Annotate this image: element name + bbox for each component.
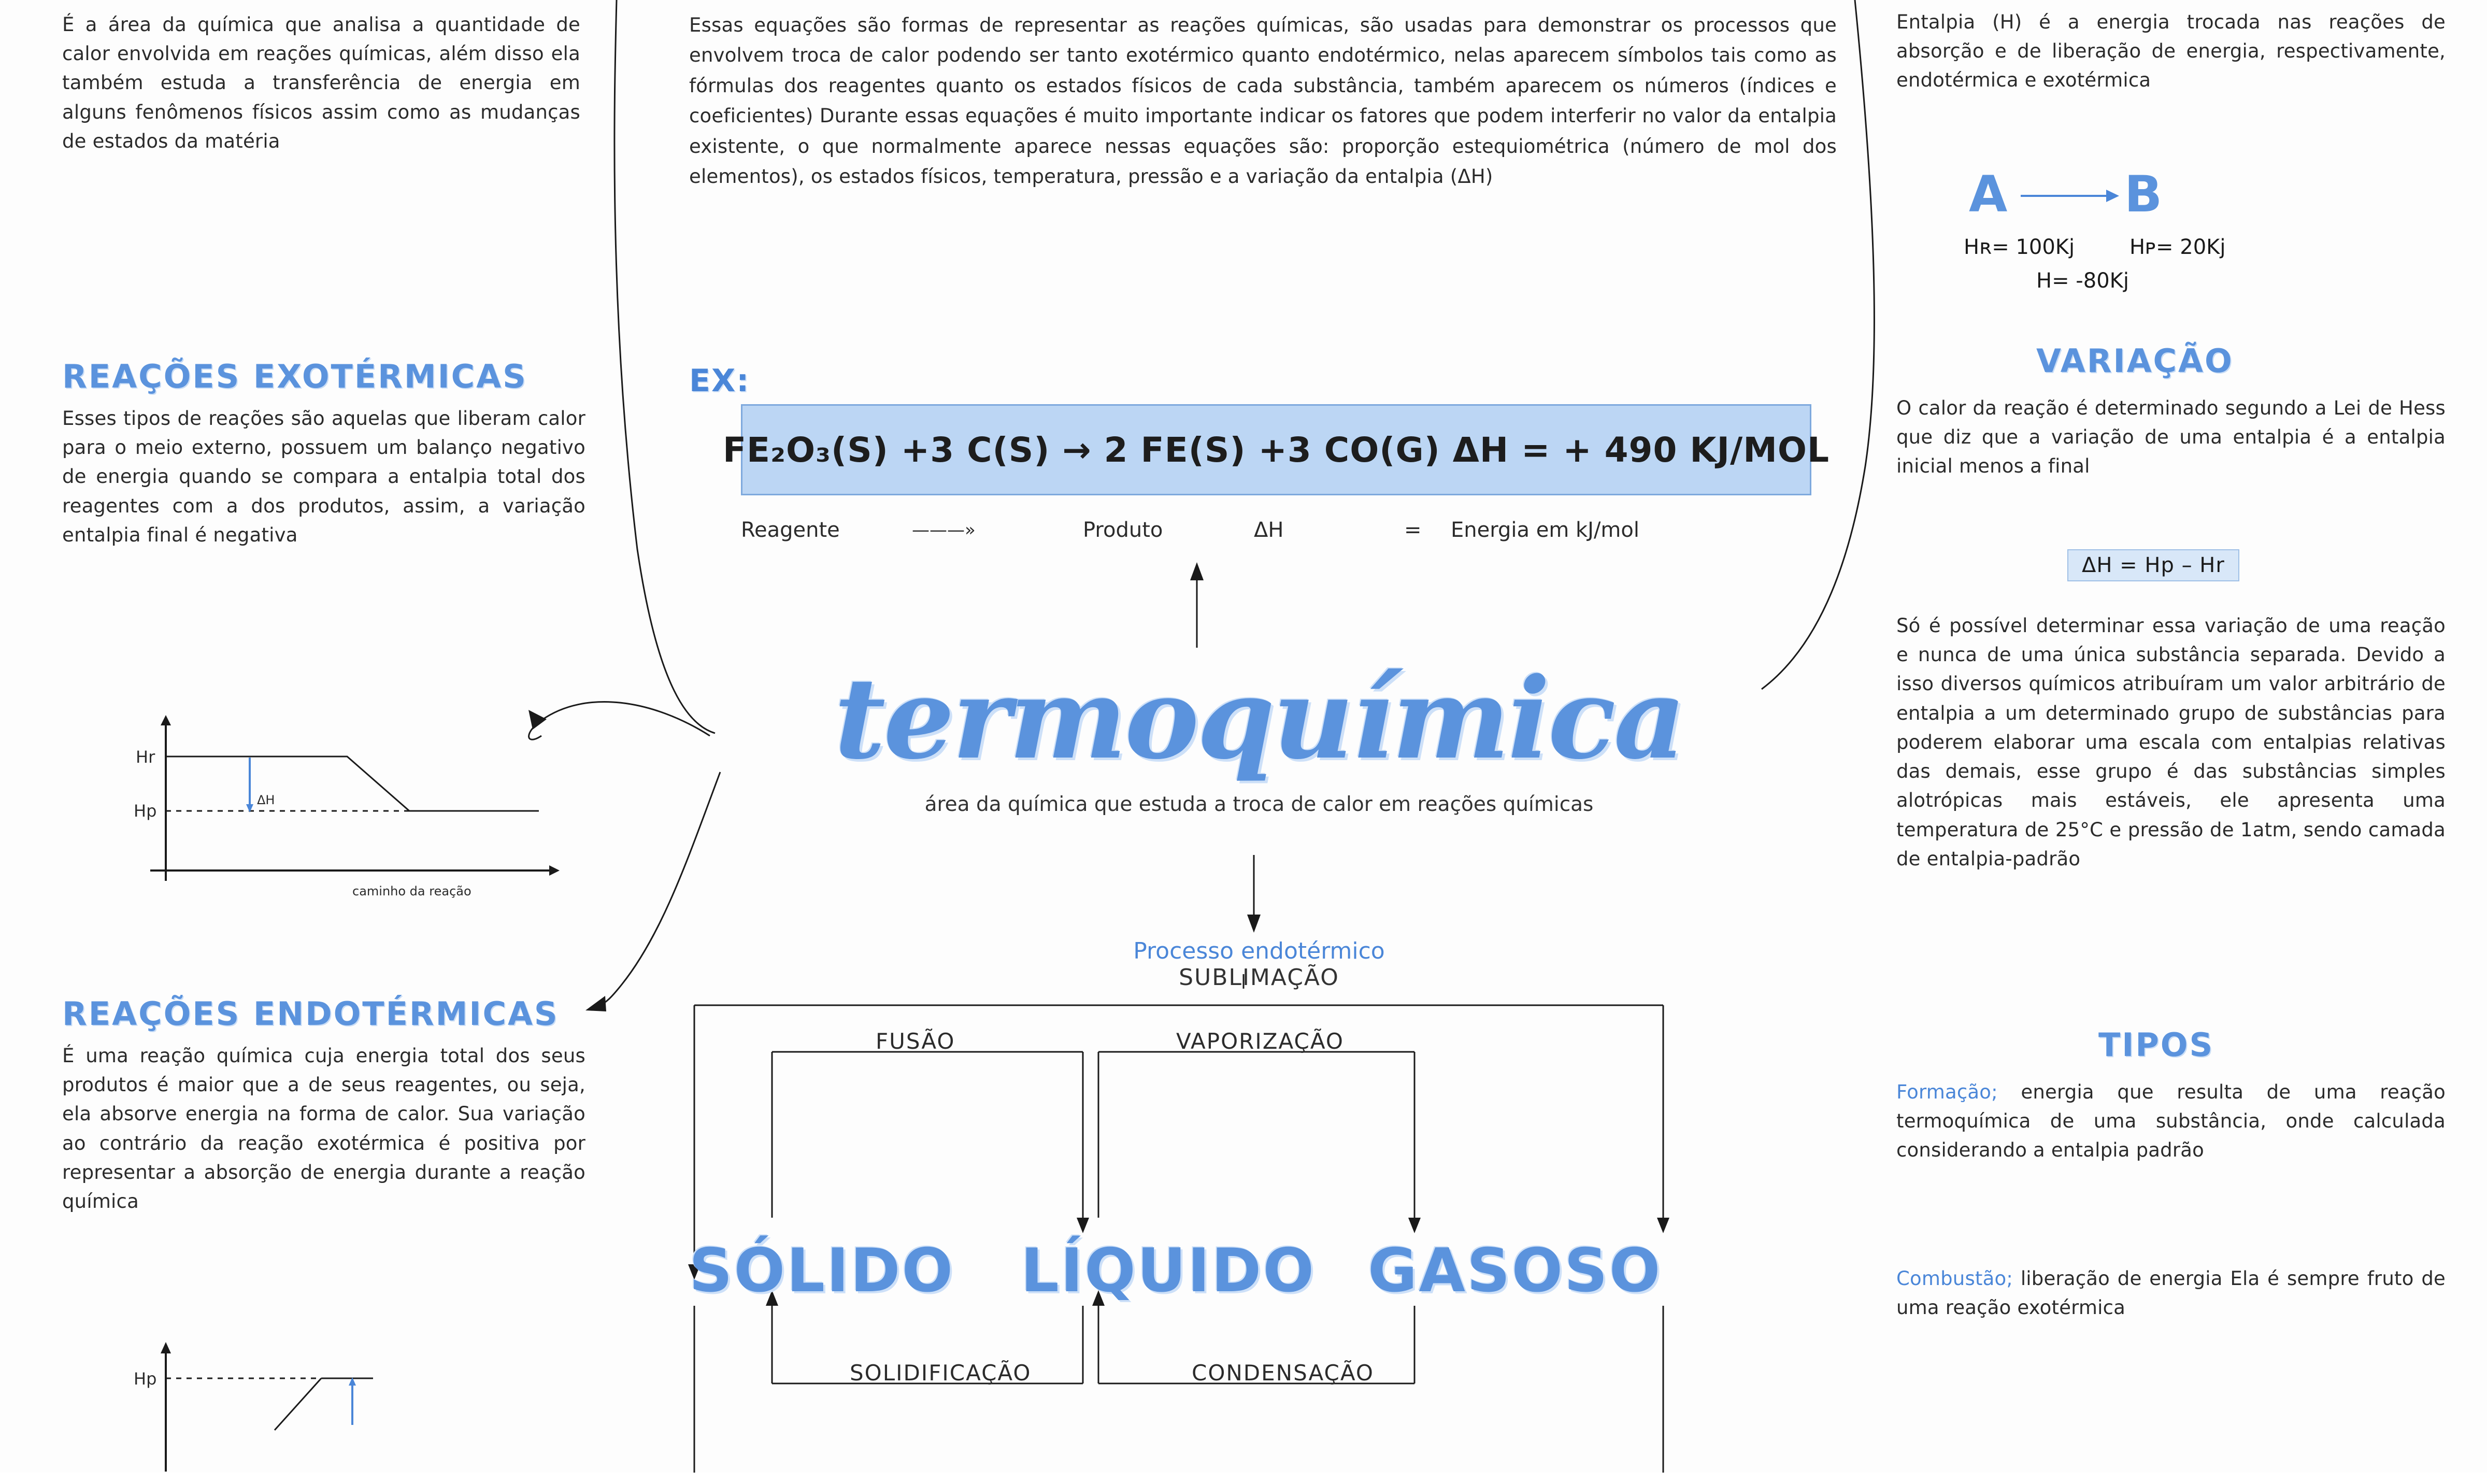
hess-formula: ΔH = Hp – Hr xyxy=(2067,549,2239,581)
sublimacao-label: SUBLIMAÇÃO xyxy=(1179,964,1339,991)
exothermic-paragraph: Esses tipos de reações são aquelas que liberam calor para o meio externo, possuem um balanço negativo de energia quando se compara a entalpia total dos reagentes com a dos produtos, assim, a variação entalpia final é negativa xyxy=(62,407,585,546)
exothermic-chart-svg xyxy=(130,715,585,933)
exothermic-chart xyxy=(130,715,585,933)
vaporizacao-label: VAPORIZAÇÃO xyxy=(1176,1029,1344,1054)
tipo-formacao-text: energia que resulta de uma reação termoquímica de uma substância, onde calculada considerando a entalpia padrão xyxy=(1896,1081,2446,1162)
exo-delta-label: ΔH xyxy=(257,793,275,807)
endothermic-heading: REAÇÕES ENDOTÉRMICAS xyxy=(62,995,559,1033)
endo-hp-label: Hp xyxy=(134,1369,157,1389)
page-title-text: termoquímica xyxy=(834,653,1684,784)
legend-reagente: Reagente xyxy=(741,518,840,542)
equation-box xyxy=(722,404,1830,495)
page-subtitle: área da química que estuda a troca de calor em reações químicas xyxy=(924,793,1594,816)
condensacao-label: CONDENSAÇÃO xyxy=(1192,1360,1374,1386)
endothermic-paragraph: É uma reação química cuja energia total dos seus produtos é maior que a de seus reagentes, ou seja, ela absorve energia na forma de calor. Sua variação ao contrário da reação exotérmica é positiva por representar a absorção de energia durante a reação química xyxy=(62,1045,585,1213)
endothermic-process-text: Processo endotérmico xyxy=(1133,938,1385,964)
tipo-formacao xyxy=(1896,1078,2446,1165)
equation-legend xyxy=(741,518,1808,542)
tipo-combustao xyxy=(1896,1264,2446,1322)
state-gasoso: GASOSO xyxy=(1368,1236,1662,1306)
endothermic-chart-svg xyxy=(130,1347,585,1482)
legend-energia: Energia em kJ/mol xyxy=(1451,518,1639,542)
tipo-combustao-text: liberação de energia Ela é sempre fruto de uma reação exotérmica xyxy=(1896,1267,2446,1319)
ab-diagram-dh: H= -80Kj xyxy=(2036,269,2129,293)
ab-diagram-a: A xyxy=(1969,165,2008,223)
variation-paragraph-2: Só é possível determinar essa variação de uma reação e nunca de uma única substância separada. Devido a isso diversos químicos atribuíram um valor arbitrário de entalpia a um determinado grupo de substâncias para poderem elaborar uma escala com entalpias relativas das demais, esse grupo é das substâncias simples alotrópicas mais estáveis, ele apresenta uma temperatura de 25°C e pressão de 1atm, sendo camada de entalpia-padrão xyxy=(1896,615,2446,870)
legend-deltaH: ΔH xyxy=(1254,518,1284,542)
variation-paragraph: O calor da reação é determinado segundo a Lei de Hess que diz que a variação de uma entalpia é a entalpia inicial menos a final xyxy=(1896,397,2446,478)
ab-energy-diagram xyxy=(1959,165,2383,306)
ab-diagram-b: B xyxy=(2124,165,2163,223)
ab-diagram-hr: Hʀ= 100Kj xyxy=(1964,235,2075,259)
page-title xyxy=(725,653,1793,784)
variation-heading: VARIAÇÃO xyxy=(2036,342,2234,380)
state-solido: SÓLIDO xyxy=(689,1236,955,1306)
example-label: EX: xyxy=(689,363,750,399)
legend-arrow: ———» xyxy=(912,520,976,540)
exo-hr-label: Hr xyxy=(136,747,155,767)
exothermic-heading: REAÇÕES EXOTÉRMICAS xyxy=(62,358,527,395)
endothermic-chart xyxy=(130,1347,585,1482)
enthalpy-paragraph: Entalpia (H) é a energia trocada nas reações de absorção e de liberação de energia, respectivamente, endotérmica e exotérmica xyxy=(1896,11,2446,92)
tipo-formacao-label: Formação; xyxy=(1896,1081,1998,1103)
fusao-label: FUSÃO xyxy=(876,1029,955,1054)
state-change-flowchart xyxy=(679,974,1834,1473)
exo-hp-label: Hp xyxy=(134,801,157,821)
solidificacao-label: SOLIDIFICAÇÃO xyxy=(850,1360,1032,1386)
legend-equals: = xyxy=(1404,518,1422,542)
exo-x-label: caminho da reação xyxy=(352,884,471,898)
intro-paragraph: É a área da química que analisa a quantidade de calor envolvida em reações químicas, além disso ela também estuda a transferência de energia em alguns fenômenos físicos assim como as mudanças de estados da matéria xyxy=(62,13,580,152)
ab-diagram-svg xyxy=(1959,165,2383,306)
tipo-combustao-label: Combustão; xyxy=(1896,1267,2013,1290)
ab-diagram-hp: Hᴘ= 20Kj xyxy=(2129,235,2226,259)
state-liquido: LÍQUIDO xyxy=(1021,1236,1316,1306)
legend-produto: Produto xyxy=(1083,518,1163,542)
tipos-heading: TIPOS xyxy=(2098,1026,2214,1064)
chemical-equation: FE₂O₃(S) +3 C(S) → 2 FE(S) +3 CO(G) ΔH = + 490 KJ/MOL xyxy=(722,430,1830,470)
equations-paragraph: Essas equações são formas de representar as reações químicas, são usadas para demonstrar os processos que envolvem troca de calor podendo ser tanto exotérmico quanto endotérmico, nelas aparecem símbolos tais como as fórmulas dos reagentes quanto os estados físicos de cada substância, também aparecem os números (índices e coeficientes) Durante essas equações é muito importante indicar os fatores que podem interferir no valor da entalpia existente, o que normalmente aparece nessas equações são: proporção estequiométrica (número de mol dos elementos), os estados físicos, temperatura, pressão e a variação da entalpia (ΔH) xyxy=(689,14,1837,188)
